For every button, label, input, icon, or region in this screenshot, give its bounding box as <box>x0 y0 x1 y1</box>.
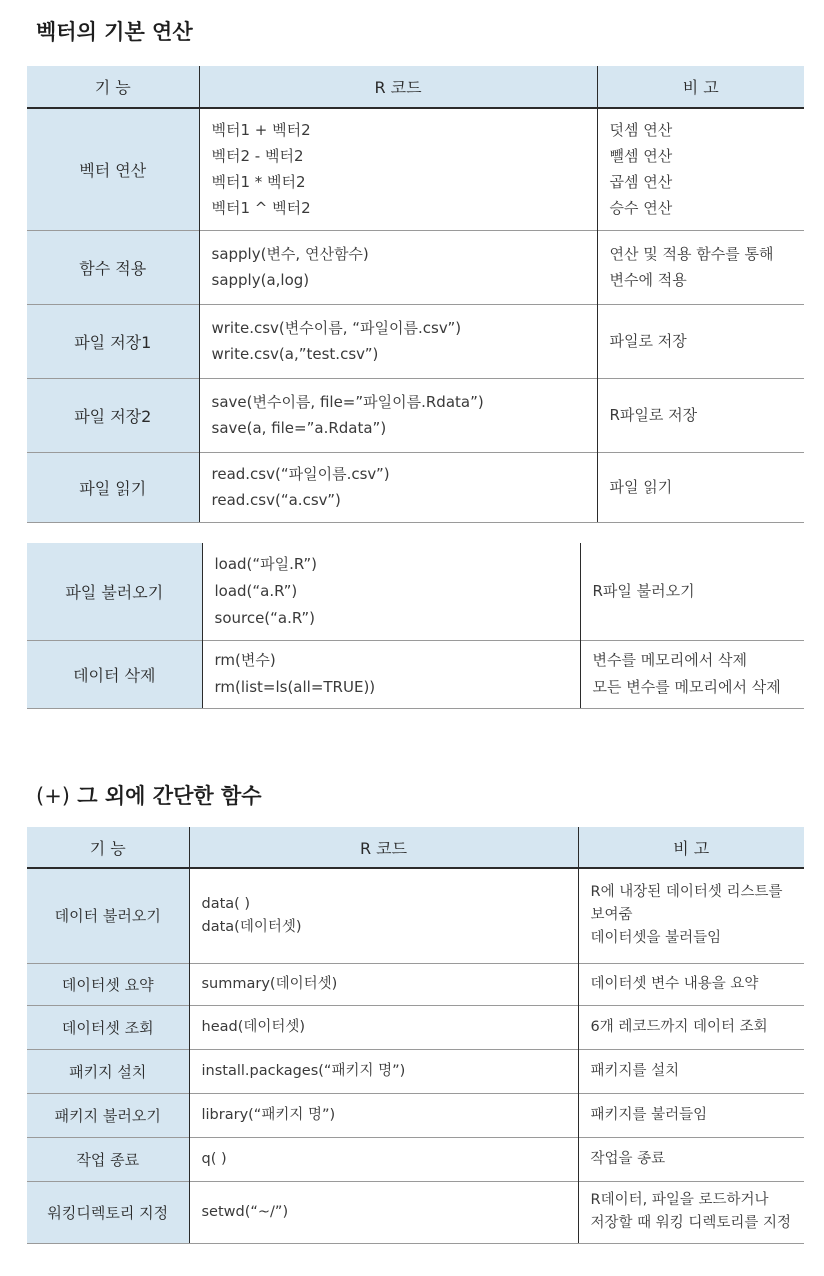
table-row <box>27 304 804 378</box>
function-cell: 데이터 삭제 <box>27 640 202 708</box>
note-line: 데이터셋을 불러들임 <box>590 930 722 947</box>
note-cell <box>578 1181 804 1243</box>
title-text: 그 외에 간단한 함수 <box>77 784 262 808</box>
code-line: library(“패키지 명”) <box>201 1106 336 1123</box>
code-line: load(“파일.R”) <box>214 554 318 573</box>
function-cell: 작업 종료 <box>27 1137 189 1181</box>
function-cell: 패키지 불러오기 <box>27 1093 189 1137</box>
note-line: 패키지를 불러들임 <box>590 1106 708 1123</box>
code-line: sapply(변수, 연산함수) <box>211 245 369 263</box>
function-cell: 데이터셋 요약 <box>27 963 189 1005</box>
note-line: R파일 불러오기 <box>592 581 695 600</box>
note-line: R파일로 저장 <box>609 406 698 424</box>
note-line: 데이터셋 변수 내용을 요약 <box>590 975 759 992</box>
code-line: data(데이터셋) <box>201 918 302 935</box>
code-line: head(데이터셋) <box>201 1018 306 1035</box>
code-cell <box>202 640 580 708</box>
code-line: load(“a.R”) <box>214 581 298 600</box>
code-line: 벡터2 - 벡터2 <box>211 147 304 166</box>
function-cell: 데이터셋 조회 <box>27 1005 189 1049</box>
note-line: 곱셈 연산 <box>609 173 673 192</box>
code-line: write.csv(a,”test.csv”) <box>211 345 379 363</box>
table-row <box>27 1093 804 1137</box>
note-line: 파일 읽기 <box>609 478 673 496</box>
table-row <box>27 640 804 708</box>
code-cell <box>199 304 597 378</box>
table-row <box>27 543 804 640</box>
note-cell <box>578 1137 804 1181</box>
code-cell <box>189 1005 578 1049</box>
note-line: 보여줌 <box>590 907 633 924</box>
table-row <box>27 1137 804 1181</box>
code-line: setwd(“~/”) <box>201 1203 289 1220</box>
code-cell <box>189 963 578 1005</box>
code-cell <box>199 378 597 452</box>
section-title-vector-ops: 벡터의 기본 연산 <box>36 20 193 44</box>
vector-ops-table <box>27 66 804 523</box>
header-note: 비 고 <box>597 66 804 108</box>
code-line: write.csv(변수이름, “파일이름.csv”) <box>211 319 462 337</box>
extra-functions-table <box>27 827 804 1244</box>
code-line: 벡터1 * 벡터2 <box>211 173 306 192</box>
table-row <box>27 230 804 304</box>
note-cell <box>578 1093 804 1137</box>
header-r-code: R 코드 <box>189 827 578 868</box>
note-cell <box>578 963 804 1005</box>
note-line: 작업을 종료 <box>590 1150 666 1167</box>
table-header-row <box>27 827 804 868</box>
function-cell: 워킹디렉토리 지정 <box>27 1181 189 1243</box>
function-cell: 파일 저장1 <box>27 304 199 378</box>
note-line: 변수에 적용 <box>609 271 687 289</box>
code-line: 벡터1 + 벡터2 <box>211 121 311 140</box>
note-line: 승수 연산 <box>609 199 673 218</box>
code-line: read.csv(“a.csv”) <box>211 491 341 509</box>
code-cell <box>202 543 580 640</box>
table-row <box>27 1049 804 1093</box>
note-line: 덧셈 연산 <box>609 121 673 140</box>
note-line: 연산 및 적용 함수를 통해 <box>609 245 774 263</box>
code-line: sapply(a,log) <box>211 271 310 289</box>
note-cell <box>578 1005 804 1049</box>
table-row <box>27 868 804 963</box>
table-row <box>27 452 804 522</box>
title-prefix: (+) <box>36 784 70 808</box>
code-line: rm(list=ls(all=TRUE)) <box>214 678 376 696</box>
code-line: install.packages(“패키지 명”) <box>201 1062 406 1079</box>
function-cell: 파일 불러오기 <box>27 543 202 640</box>
code-line: source(“a.R”) <box>214 608 315 627</box>
note-cell <box>597 378 804 452</box>
note-cell <box>597 452 804 522</box>
function-cell: 파일 저장2 <box>27 378 199 452</box>
header-note: 비 고 <box>578 827 804 868</box>
note-line: 6개 레코드까지 데이터 조회 <box>590 1018 768 1035</box>
note-line: 모든 변수를 메모리에서 삭제 <box>592 678 781 696</box>
note-cell <box>578 1049 804 1093</box>
code-line: 벡터1 ^ 벡터2 <box>211 199 311 218</box>
function-cell: 함수 적용 <box>27 230 199 304</box>
table-header-row <box>27 66 804 108</box>
code-cell <box>199 230 597 304</box>
note-line: R데이터, 파일을 로드하거나 <box>590 1192 769 1208</box>
note-cell <box>597 230 804 304</box>
note-cell <box>597 108 804 230</box>
code-cell <box>189 1137 578 1181</box>
note-line: 파일로 저장 <box>609 332 687 350</box>
note-cell <box>580 640 804 708</box>
code-cell <box>189 1049 578 1093</box>
note-line: R에 내장된 데이터셋 리스트를 <box>590 884 783 901</box>
code-line: save(변수이름, file=”파일이름.Rdata”) <box>211 393 484 411</box>
note-line: 저장할 때 워킹 디렉토리를 지정 <box>590 1215 792 1231</box>
table-row <box>27 1005 804 1049</box>
note-cell <box>580 543 804 640</box>
function-cell: 벡터 연산 <box>27 108 199 230</box>
code-cell <box>199 108 597 230</box>
code-line: read.csv(“파일이름.csv”) <box>211 465 390 483</box>
note-line: 패키지를 설치 <box>590 1062 680 1079</box>
note-line: 뺄셈 연산 <box>609 147 673 166</box>
header-function: 기 능 <box>27 66 199 108</box>
table-row <box>27 108 804 230</box>
note-cell <box>578 868 804 963</box>
code-line: summary(데이터셋) <box>201 975 338 992</box>
function-cell: 패키지 설치 <box>27 1049 189 1093</box>
code-line: save(a, file=”a.Rdata”) <box>211 419 387 437</box>
function-cell: 데이터 불러오기 <box>27 868 189 963</box>
code-cell <box>189 1181 578 1243</box>
vector-ops-table-continued <box>27 543 804 709</box>
code-line: rm(변수) <box>214 651 276 669</box>
function-cell: 파일 읽기 <box>27 452 199 522</box>
note-line: 변수를 메모리에서 삭제 <box>592 651 747 669</box>
header-r-code: R 코드 <box>199 66 597 108</box>
header-function: 기 능 <box>27 827 189 868</box>
code-cell <box>189 868 578 963</box>
section-title-extra-functions <box>36 780 262 810</box>
code-cell <box>199 452 597 522</box>
table-row <box>27 1181 804 1243</box>
table-row <box>27 378 804 452</box>
code-cell <box>189 1093 578 1137</box>
note-cell <box>597 304 804 378</box>
code-line: q( ) <box>201 1150 227 1167</box>
code-line: data( ) <box>201 895 251 912</box>
table-row <box>27 963 804 1005</box>
